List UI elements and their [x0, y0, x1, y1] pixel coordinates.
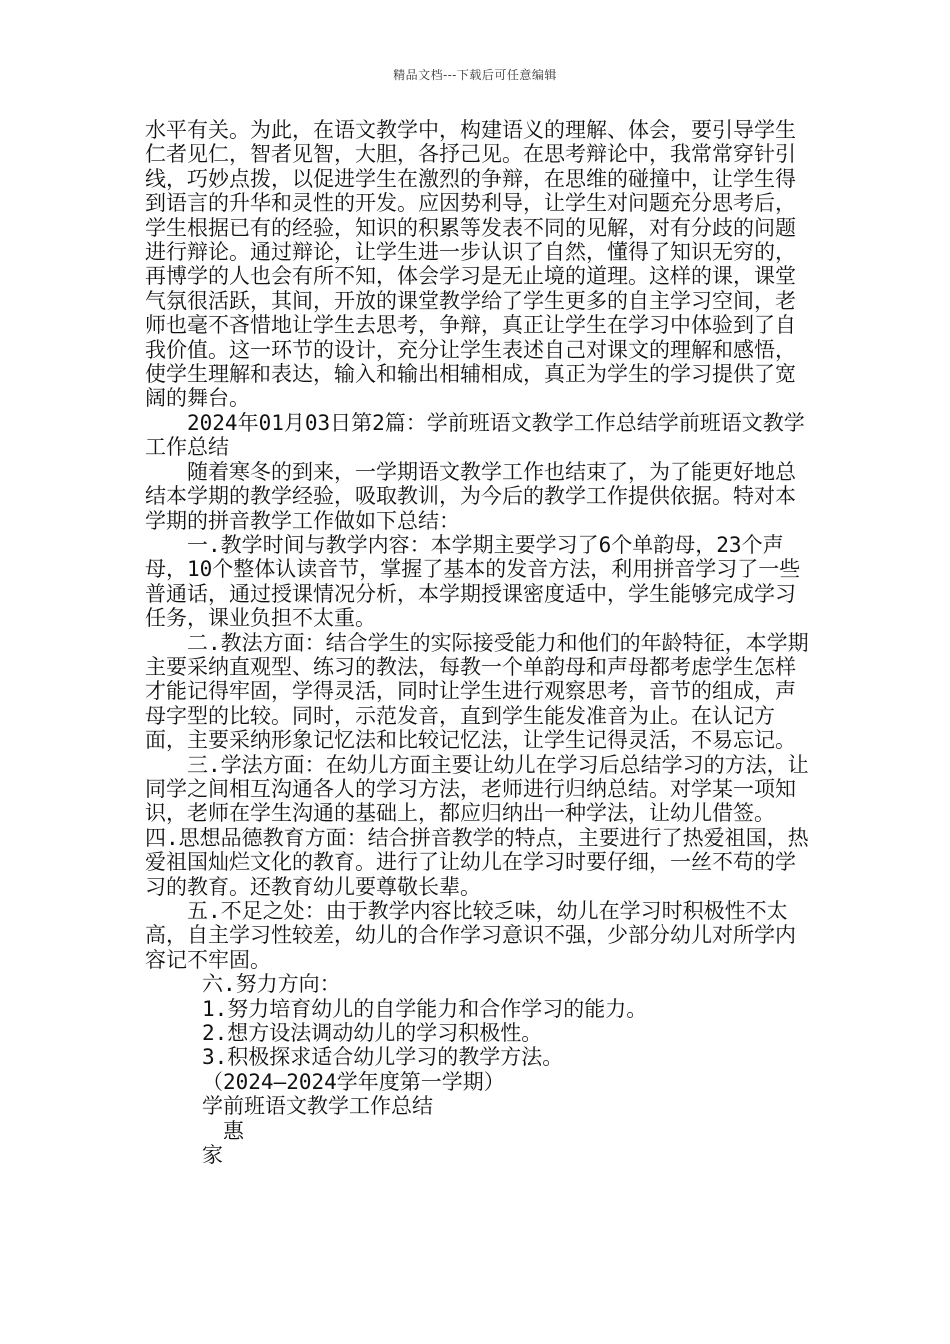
paragraph-7: 五.不足之处：由于教学内容比较乏味，幼儿在学习时积极性不太高，自主学习性较差，幼儿的合作学习意识不强，少部分幼儿对所学内容记不牢固。 — [145, 899, 796, 972]
line-semester: （2024—2024学年度第一学期） — [202, 1069, 505, 1094]
line-direction-2: 2.想方设法调动幼儿的学习积极性。 — [202, 1021, 543, 1046]
paragraph-2-title: 2024年01月03日第2篇：学前班语文教学工作总结学前班语文教学工作总结 — [145, 410, 805, 460]
paragraph-3: 随着寒冬的到来，一学期语文教学工作也结束了，为了能更好地总结本学期的教学经验，吸取教训，为今后的教学工作提供依据。特对本学期的拼音教学工作做如下总结： — [145, 459, 796, 533]
paragraph-6: 三.学法方面：在幼儿方面主要让幼儿在学习后总结学习的方法，让同学之间相互沟通各人的学习方法，老师进行归纳总结。对学某一项知识，老师在学生沟通的基础上，都应归纳出一种学法，让幼儿借签。 四.思想品德教育方面：结合拼音教学的特点，主要进行了热爱祖国，热爱祖国灿烂文化的教育。进行了让幼儿在学习时要仔细，一丝不苟的学习的教育。还教育幼儿要尊敬长辈。 — [145, 752, 809, 899]
line-author-2: 家 — [202, 1143, 223, 1168]
line-direction-3: 3.积极探求适合幼儿学习的教学方法。 — [202, 1045, 564, 1070]
paragraph-4: 一.教学时间与教学内容：本学期主要学习了6个单韵母，23个声母，10个整体认读音节，掌握了基本的发音方法，利用拼音学习了一些普通话，通过授课情况分析，本学期授课密度适中，学生能够完成学习任务，课业负担不太重。 — [145, 532, 801, 631]
line-author-1: 惠 — [202, 1118, 244, 1143]
line-summary-title: 学前班语文教学工作总结 — [202, 1094, 433, 1119]
document-body — [145, 118, 815, 1167]
paragraph-5: 二.教法方面：结合学生的实际接受能力和他们的年龄特征，本学期主要采纳直观型、练习的教法，每教一个单韵母和声母都考虑学生怎样才能记得牢固，学得灵活，同时让学生进行观察思考，音节的组成，声母字型的比较。同时，示范发音，直到学生能发准音为止。在认记方面，主要采纳形象记忆法和比较记忆法，让学生记得灵活，不易忘记。 — [145, 630, 809, 753]
page-header: 精品文档---下载后可任意编辑 — [393, 68, 557, 82]
line-direction-heading: 六.努力方向： — [202, 972, 341, 997]
line-direction-1: 1.努力培育幼儿的自学能力和合作学习的能力。 — [202, 996, 648, 1021]
paragraph-1: 水平有关。为此，在语文教学中，构建语义的理解、体会，要引导学生仁者见仁，智者见智，大胆，各抒己见。在思考辩论中，我常常穿针引线，巧妙点拨，以促进学生在激烈的争辩，在思维的碰撞中，让学生得到语言的升华和灵性的开发。应因势利导，让学生对问题充分思考后，学生根据已有的经验，知识的积累等发表不同的见解，对有分歧的问题进行辩论。通过辩论，让学生进一步认识了自然，懂得了知识无穷的，再博学的人也会有所不知，体会学习是无止境的道理。这样的课，课堂气氛很活跃，其间，开放的课堂教学给了学生更多的自主学习空间，老师也毫不吝惜地让学生去思考，争辩，真正让学生在学习中体验到了自我价值。这一环节的设计，充分让学生表述自己对课文的理解和感悟，使学生理解和表达，输入和输出相辅相成，真正为学生的学习提供了宽阔的舞台。 — [145, 118, 796, 411]
